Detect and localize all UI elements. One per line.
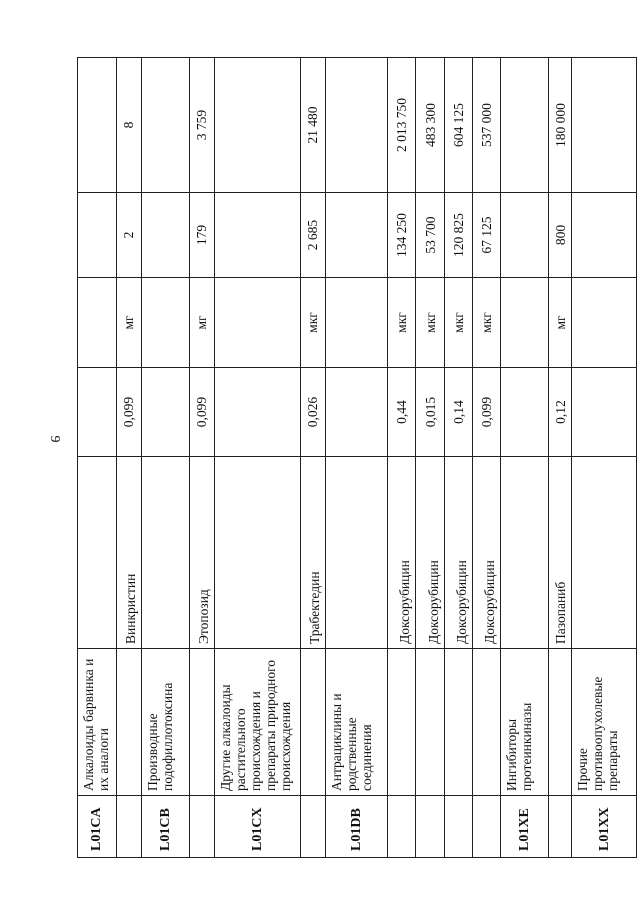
substance-cell xyxy=(214,457,300,649)
substance-cell: Доксорубицин xyxy=(416,457,444,649)
group-cell xyxy=(116,649,141,796)
substance-cell: Доксорубицин xyxy=(388,457,416,649)
total-cell: 180 000 xyxy=(549,58,572,193)
code-cell xyxy=(549,796,572,858)
unit-cell: мкг xyxy=(300,278,325,368)
code-cell xyxy=(189,796,214,858)
unit-cell xyxy=(214,278,300,368)
drug-table xyxy=(77,57,637,858)
table-row xyxy=(388,58,416,858)
unit-cell: мг xyxy=(549,278,572,368)
table-row xyxy=(189,58,214,858)
table-row xyxy=(141,58,189,858)
group-cell xyxy=(388,649,416,796)
substance-cell xyxy=(141,457,189,649)
table-row xyxy=(416,58,444,858)
unit-cell: мкг xyxy=(444,278,472,368)
substance-cell: Трабектедин xyxy=(300,457,325,649)
code-cell xyxy=(416,796,444,858)
count-cell xyxy=(141,193,189,278)
substance-cell: Доксорубицин xyxy=(472,457,500,649)
table-row xyxy=(116,58,141,858)
code-cell: L01XX xyxy=(572,796,637,858)
total-cell xyxy=(572,58,637,193)
table-row xyxy=(444,58,472,858)
unit-cell: мг xyxy=(116,278,141,368)
unit-cell xyxy=(141,278,189,368)
group-cell xyxy=(472,649,500,796)
group-cell xyxy=(444,649,472,796)
code-cell: L01CB xyxy=(141,796,189,858)
rotated-table-container xyxy=(77,58,637,858)
unit-cell: мг xyxy=(189,278,214,368)
dose-cell xyxy=(141,368,189,457)
dose-cell: 0,14 xyxy=(444,368,472,457)
total-cell xyxy=(501,58,549,193)
substance-cell: Этопозид xyxy=(189,457,214,649)
substance-cell xyxy=(325,457,388,649)
count-cell: 53 700 xyxy=(416,193,444,278)
substance-cell xyxy=(78,457,117,649)
table-row xyxy=(214,58,300,858)
substance-cell xyxy=(572,457,637,649)
total-cell: 2 013 750 xyxy=(388,58,416,193)
dose-cell: 0,099 xyxy=(472,368,500,457)
group-cell: Прочие противоопухолевые препараты xyxy=(572,649,637,796)
table-row xyxy=(78,58,117,858)
substance-cell: Пазопаниб xyxy=(549,457,572,649)
total-cell xyxy=(78,58,117,193)
count-cell xyxy=(325,193,388,278)
count-cell: 2 xyxy=(116,193,141,278)
code-cell xyxy=(444,796,472,858)
table-row xyxy=(472,58,500,858)
count-cell xyxy=(501,193,549,278)
dose-cell xyxy=(572,368,637,457)
total-cell: 3 759 xyxy=(189,58,214,193)
dose-cell: 0,099 xyxy=(189,368,214,457)
dose-cell xyxy=(214,368,300,457)
code-cell: L01CX xyxy=(214,796,300,858)
substance-cell: Доксорубицин xyxy=(444,457,472,649)
group-cell: Алкалоиды барвинка и их аналоги xyxy=(78,649,117,796)
unit-cell xyxy=(78,278,117,368)
count-cell xyxy=(572,193,637,278)
count-cell: 800 xyxy=(549,193,572,278)
group-cell xyxy=(416,649,444,796)
unit-cell: мкг xyxy=(472,278,500,368)
group-cell xyxy=(549,649,572,796)
total-cell: 8 xyxy=(116,58,141,193)
group-cell xyxy=(189,649,214,796)
total-cell xyxy=(141,58,189,193)
count-cell xyxy=(78,193,117,278)
code-cell xyxy=(116,796,141,858)
unit-cell xyxy=(501,278,549,368)
total-cell: 21 480 xyxy=(300,58,325,193)
group-cell: Антрациклины и родственные соединения xyxy=(325,649,388,796)
code-cell xyxy=(472,796,500,858)
code-cell: L01DB xyxy=(325,796,388,858)
substance-cell xyxy=(501,457,549,649)
count-cell: 179 xyxy=(189,193,214,278)
group-cell: Производные подофиллотоксина xyxy=(141,649,189,796)
dose-cell: 0,026 xyxy=(300,368,325,457)
group-cell: Ингибиторы протеинкиназы xyxy=(501,649,549,796)
count-cell: 134 250 xyxy=(388,193,416,278)
total-cell: 537 000 xyxy=(472,58,500,193)
dose-cell xyxy=(78,368,117,457)
table-row xyxy=(501,58,549,858)
substance-cell: Винкристин xyxy=(116,457,141,649)
dose-cell: 0,12 xyxy=(549,368,572,457)
code-cell: L01CA xyxy=(78,796,117,858)
table-row xyxy=(549,58,572,858)
code-cell xyxy=(388,796,416,858)
group-cell xyxy=(300,649,325,796)
page-number: 9 xyxy=(47,435,62,443)
dose-cell: 0,015 xyxy=(416,368,444,457)
code-cell xyxy=(300,796,325,858)
dose-cell xyxy=(325,368,388,457)
unit-cell xyxy=(325,278,388,368)
total-cell: 604 125 xyxy=(444,58,472,193)
dose-cell: 0,44 xyxy=(388,368,416,457)
table-row xyxy=(572,58,637,858)
unit-cell xyxy=(572,278,637,368)
code-cell: L01XE xyxy=(501,796,549,858)
total-cell xyxy=(325,58,388,193)
count-cell: 2 685 xyxy=(300,193,325,278)
dose-cell: 0,099 xyxy=(116,368,141,457)
total-cell xyxy=(214,58,300,193)
group-cell: Другие алкалоиды растительного происхождения и препараты природного происхождения xyxy=(214,649,300,796)
count-cell: 120 825 xyxy=(444,193,472,278)
count-cell xyxy=(214,193,300,278)
dose-cell xyxy=(501,368,549,457)
total-cell: 483 300 xyxy=(416,58,444,193)
unit-cell: мкг xyxy=(388,278,416,368)
count-cell: 67 125 xyxy=(472,193,500,278)
table-row xyxy=(325,58,388,858)
table-row xyxy=(300,58,325,858)
unit-cell: мкг xyxy=(416,278,444,368)
